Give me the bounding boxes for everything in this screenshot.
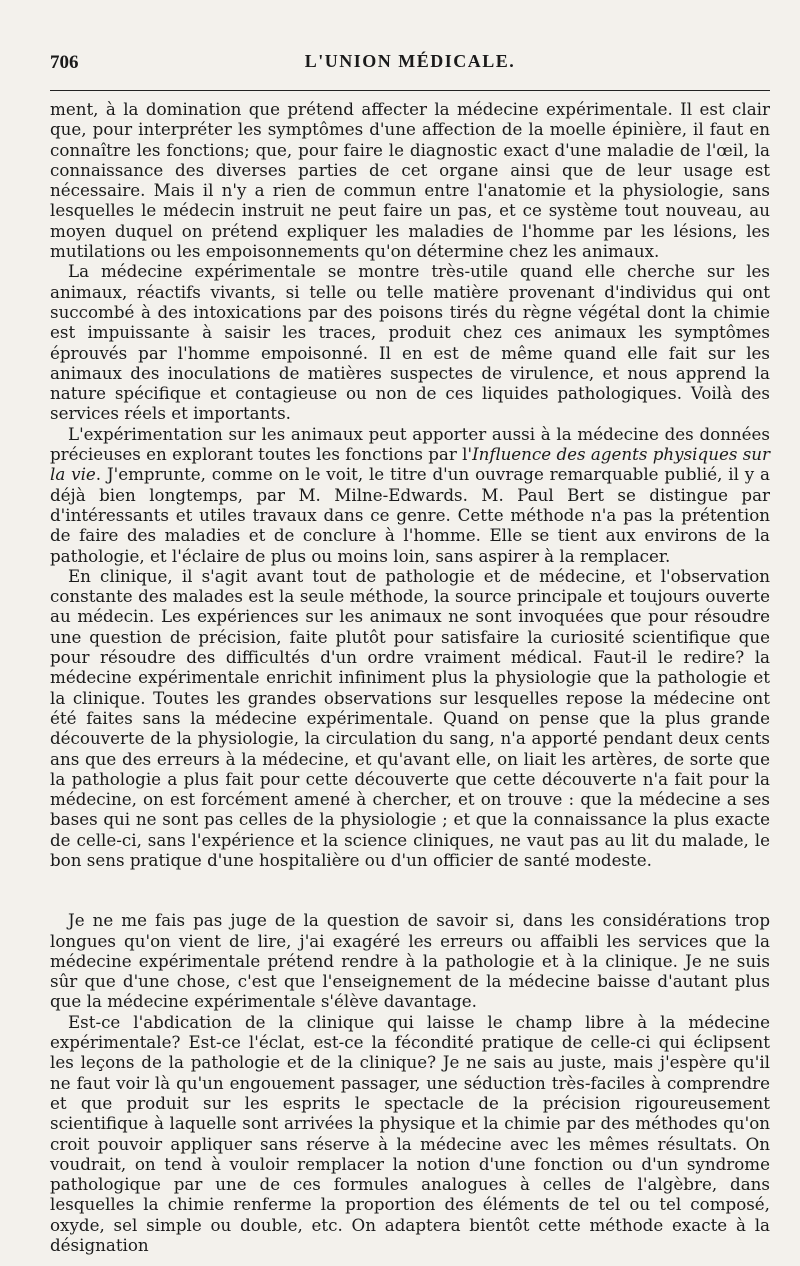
paragraph-3-lead: L'expérimentation sur les animaux peut apporter aussi à la médecine des données précieuses en explorant toutes les fonctions par l' <box>50 423 770 465</box>
paragraph-4: En clinique, il s'agit avant tout de pathologie et de médecine, et l'observation constante des malades est la seule méthode, la source principale et toujours ouverte au médecin. Les expériences sur les animaux ne sont invoquées que pour résoudre une question de précision, faite plutôt pour satisfaire la curiosité scientifique que pour résoudre des difficultés d'un ordre vraiment médical. Faut-il le redire? la médecine expérimentale enrichit infiniment plus la physiologie que la pathologie et la clinique. Toutes les grandes observations sur lesquelles repose la médecine ont été faites sans la médecine expérimentale. Quand on pense que la plus grande découverte de la physiologie, la circulation du sang, n'a apporté pendant deux cents ans que des erreurs à la médecine, et qu'avant elle, on liait les artères, de sorte que la pathologie a plus fait pour cette découverte que cette découverte n'a fait pour la médecine, on est forcément amené à chercher, et on trouve : que la médecine a ses bases qui ne sont pas celles de la physiologie ; et que la connaissance la plus exacte de celle-ci, sans l'expérience et la science cliniques, ne vaut pas au lit du malade, le bon sens pratique d'une hospitalière ou d'un officier de santé modeste. <box>50 565 770 870</box>
running-title: L'UNION MÉDICALE. <box>304 51 516 71</box>
header-rule <box>50 90 770 91</box>
paragraph-3 <box>50 424 770 566</box>
book-title: Influence des agents physiques sur la vie <box>50 444 770 485</box>
page-number: 706 <box>50 52 79 73</box>
paragraph-6: Est-ce l'abdication de la clinique qui laisse le champ libre à la médecine expérimentale? Est-ce l'éclat, est-ce la fécondité pratique de celle-ci qui éclipsent les leçons de la pathologie et de la clinique? Je ne sais au juste, mais j'espère qu'il ne faut voir là qu'un engouement passager, une séduction très-faciles à comprendre et que produit sur les esprits le spectacle de la précision rigoureusement scientifique à laquelle sont arrivées la physique et la chimie par des méthodes qu'on croit pouvoir appliquer sans réserve à la médecine avec les mêmes résultats. On voudrait, on tend à vouloir remplacer la notion d'une fonction ou d'un syndrome pathologique par une de ces formules analogues à celles de l'algèbre, dans lesquelles la chimie renferme la proportion des éléments de tel ou tel composé, oxyde, sel simple ou double, etc. On adaptera bientôt cette méthode exacte à la désignation <box>50 1011 770 1256</box>
page-header <box>50 48 770 76</box>
paragraph-3-rest: . J'emprunte, comme on le voit, le titre d'un ouvrage remarquable publié, il y a déjà bien longtemps, par M. Milne-Edwards. M. Paul Bert se distingue par d'intéressants et utiles travaux dans ce genre. Cette méthode n'a pas la prétention de faire des maladies et de conclure à l'homme. Elle se tient aux environs de la pathologie, et l'éclaire de plus ou moins loin, sans aspirer à la remplacer. <box>50 464 770 566</box>
article-body <box>50 99 770 1255</box>
paragraph-5: Je ne me fais pas juge de la question de savoir si, dans les considérations trop longues qu'on vient de lire, j'ai exagéré les erreurs ou affaibli les services que la médecine expérimentale prétend rendre à la pathologie et à la clinique. Je ne suis sûr que d'une chose, c'est que l'enseignement de la médecine baisse d'autant plus que la médecine expérimentale s'élève davantage. <box>50 910 770 1012</box>
paragraph-1: ment, à la domination que prétend affecter la médecine expérimentale. Il est clair que, pour interpréter les symptômes d'une affection de la moelle épinière, il faut en connaître les fonctions; que, pour faire le diagnostic exact d'une maladie de l'œil, la connaissance des diverses parties de cet organe ainsi que de leur usage est nécessaire. Mais il n'y a rien de commun entre l'anatomie et la physiologie, sans lesquelles le médecin instruit ne peut faire un pas, et ce système tout nouveau, au moyen duquel on prétend expliquer les maladies de l'homme par les lésions, les mutilations ou les empoisonnements qu'on détermine chez les animaux. <box>50 99 770 262</box>
paragraph-2: La médecine expérimentale se montre très-utile quand elle cherche sur les animaux, réactifs vivants, si telle ou telle matière provenant d'individus qui ont succombé à des intoxications par des poisons tirés du règne végétal dont la chimie est impuissante à saisir les traces, produit chez ces animaux les symptômes éprouvés par l'homme empoisonné. Il en est de même quand elle fait sur les animaux des inoculations de matières suspectes de virulence, et nous apprend la nature spécifique et contagieuse ou non de ces liquides pathologiques. Voilà des services réels et importants. <box>50 261 770 424</box>
